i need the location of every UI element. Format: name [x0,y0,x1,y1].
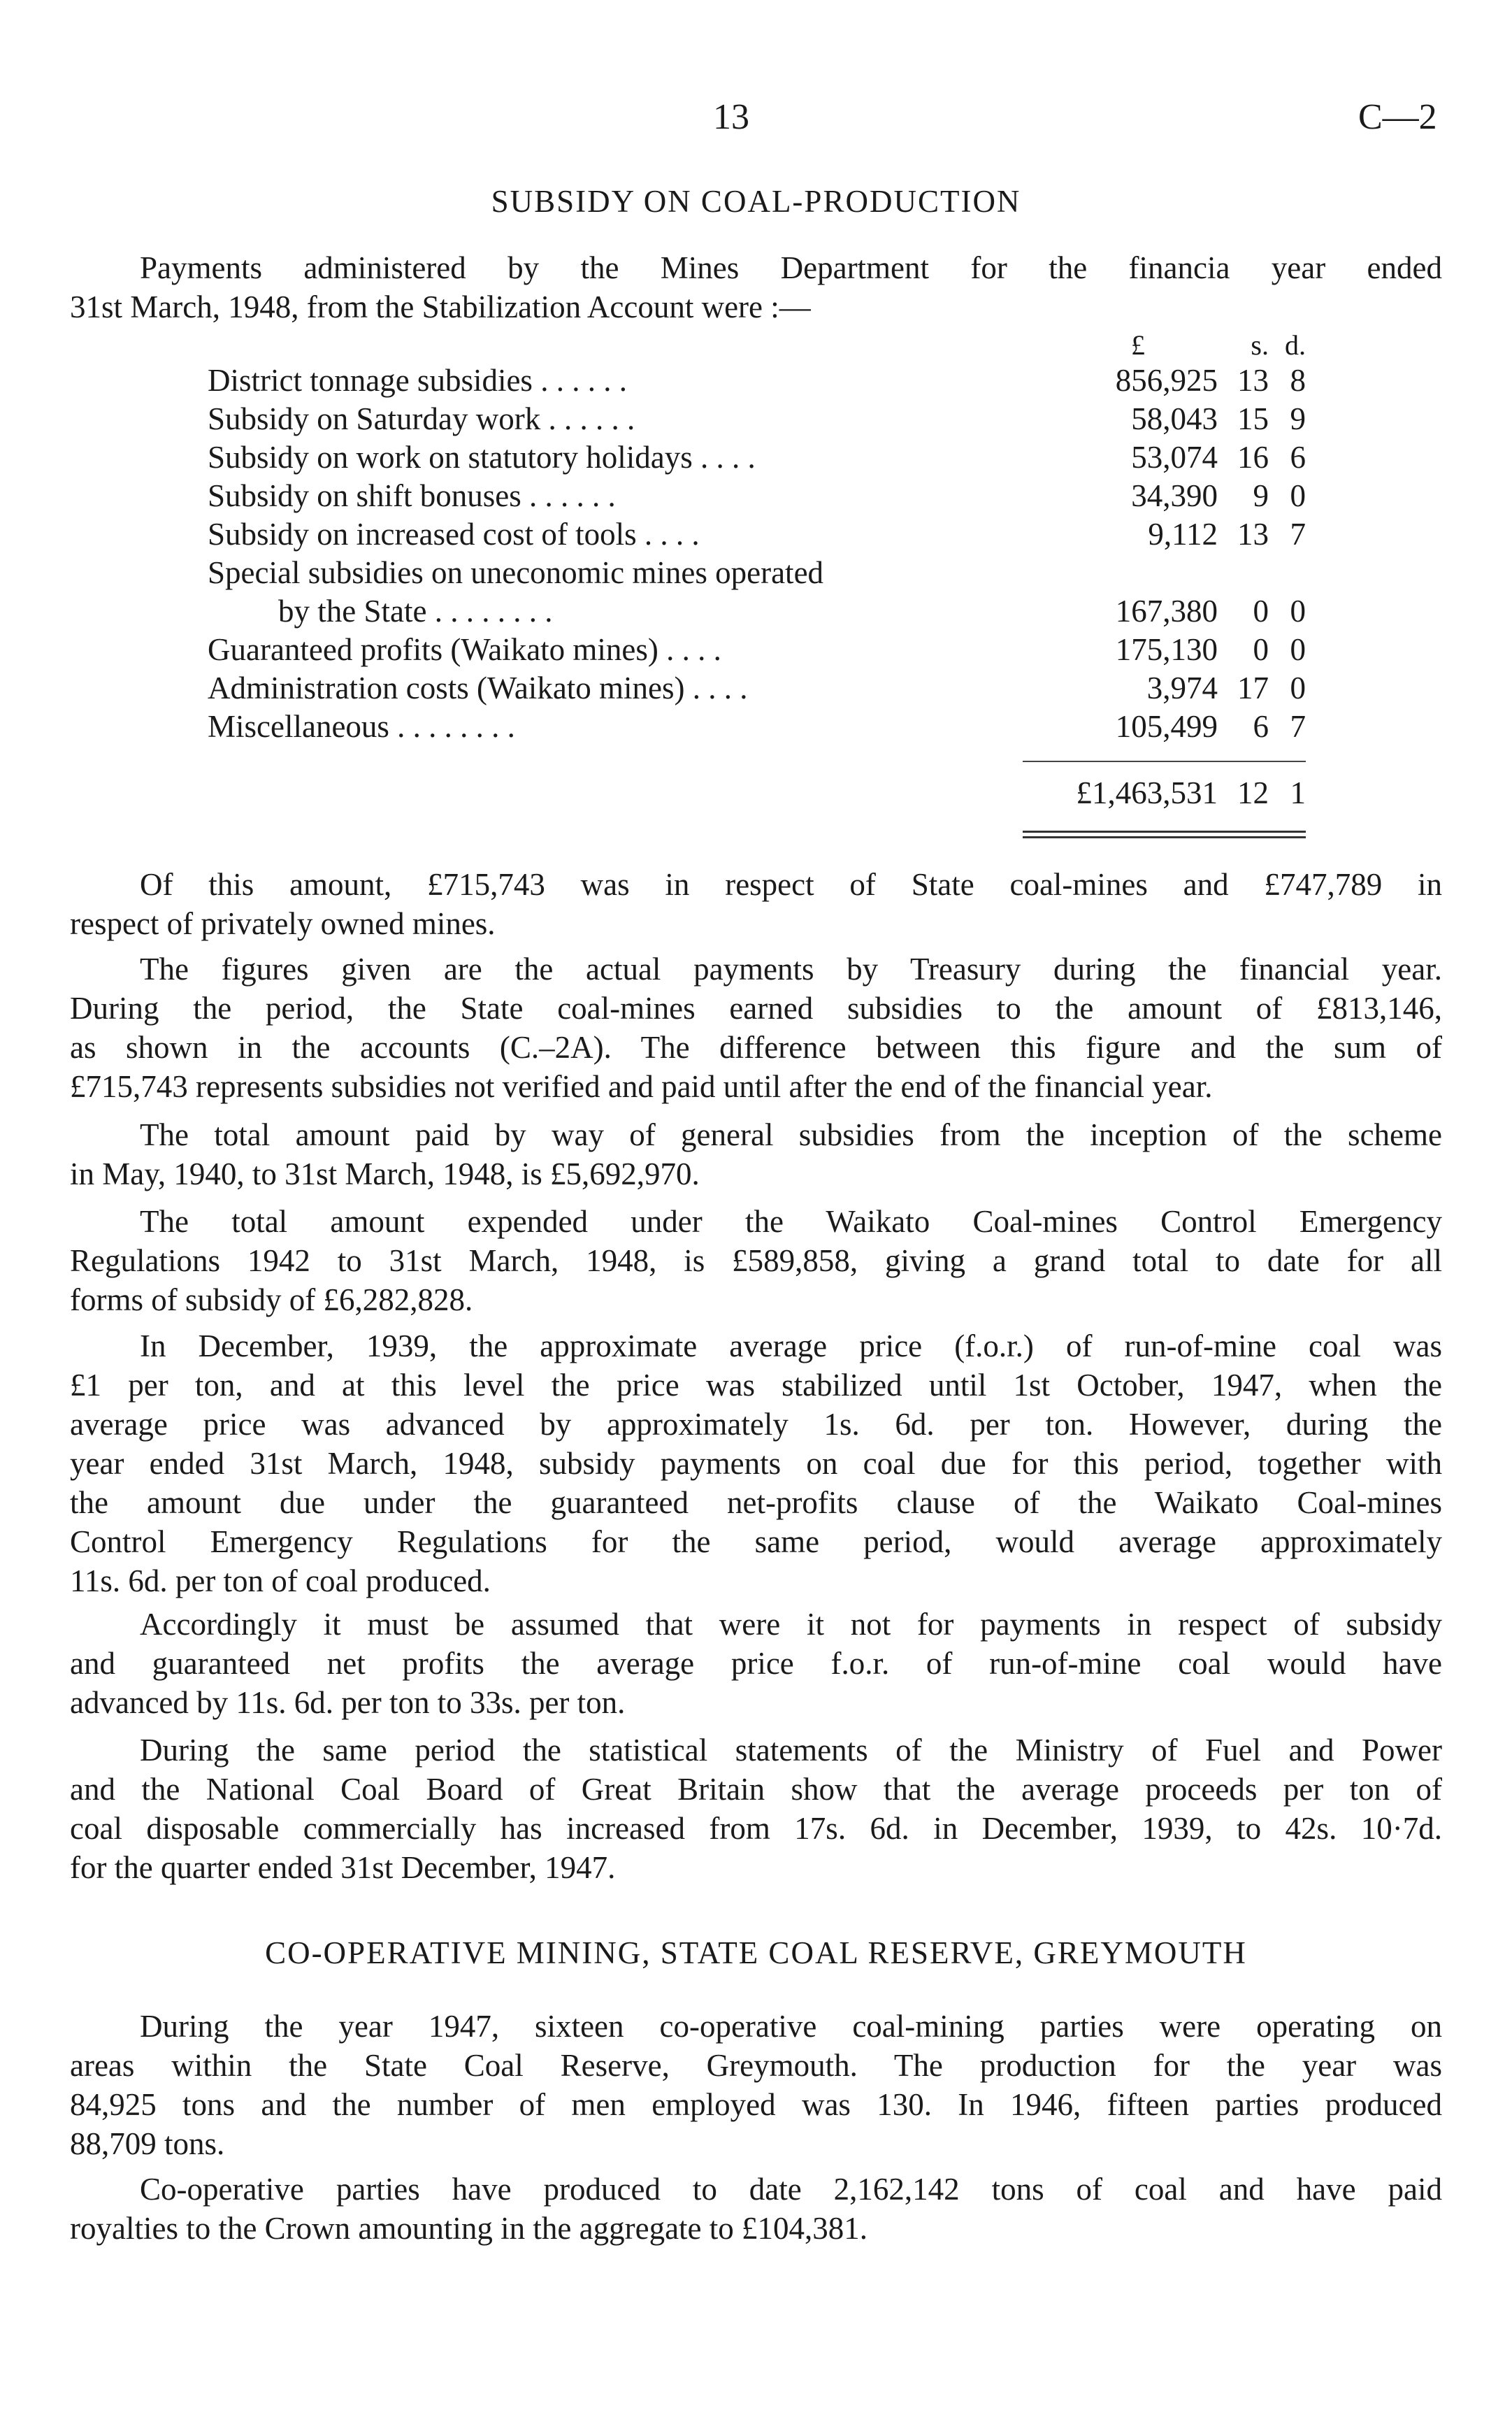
text-line: and guaranteed net profits the average price f.o.r. of run-of-mine coal would have [70,1646,1442,1681]
text-line: respect of privately owned mines. [70,906,496,941]
text-line: During the period, the State coal-mines earned subsidies to the amount of £813,146, [70,991,1442,1026]
row-shillings: 0 [1253,594,1269,629]
subsidy-heading: SUBSIDY ON COAL-PRODUCTION [491,184,1021,219]
total-pounds: £1,463,531 [1076,775,1218,810]
text-line: Payments administered by the Mines Department for the financia year ended [140,250,1442,285]
text-line: average price was advanced by approximately 1s. 6d. per ton. However, during the [70,1407,1442,1442]
row-label: Guaranteed profits (Waikato mines) . . . . [208,632,721,667]
row-pounds: 856,925 [1115,363,1218,398]
row-shillings: 17 [1237,671,1269,705]
text-line: areas within the State Coal Reserve, Greymouth. The production for the year was [70,2048,1442,2083]
row-label: District tonnage subsidies . . . . . . [208,363,627,398]
shillings-header: s. [1251,329,1269,361]
table-row [0,670,1512,709]
cooperative-heading: CO-OPERATIVE MINING, STATE COAL RESERVE, GREYMOUTH [265,1935,1247,1970]
pence-header: d. [1285,329,1306,361]
row-pence: 8 [1290,363,1306,398]
row-shillings: 16 [1237,440,1269,475]
table-row [0,439,1512,478]
row-shillings: 13 [1237,363,1269,398]
text-line: During the year 1947, sixteen co-operative coal-mining parties were operating on [140,2009,1442,2044]
row-label: Miscellaneous . . . . . . . . [208,709,515,744]
text-line: year ended 31st March, 1948, subsidy payments on coal due for this period, together with [70,1446,1442,1481]
table-row [0,478,1512,517]
double-rule [1023,836,1306,838]
text-line: £1 per ton, and at this level the price was stabilized until 1st October, 1947, when the [70,1368,1442,1403]
text-line: 88,709 tons. [70,2126,225,2161]
row-shillings: 9 [1253,478,1269,513]
row-label: Special subsidies on uneconomic mines operated [208,555,824,590]
paragraph [70,2007,1442,2163]
paragraph [70,1202,1442,1319]
pounds-header: £ [1131,329,1145,361]
row-shillings: 13 [1237,517,1269,552]
table-row [0,631,1512,671]
text-line: £715,743 represents subsidies not verified and paid until after the end of the financial year. [70,1069,1213,1104]
text-line: The total amount expended under the Waikato Coal-mines Control Emergency [140,1204,1442,1239]
text-line: as shown in the accounts (C.–2A). The difference between this figure and the sum of [70,1030,1442,1065]
row-label: Subsidy on shift bonuses . . . . . . [208,478,616,513]
row-pence: 7 [1290,709,1306,744]
text-line: and the National Coal Board of Great Britain show that the average proceeds per ton of [70,1772,1442,1807]
row-pence: 0 [1290,594,1306,629]
paragraph [70,865,1442,943]
row-pounds: 167,380 [1115,594,1218,629]
text-line: Of this amount, £715,743 was in respect of State coal-mines and £747,789 in [140,867,1442,902]
paragraph [70,1326,1442,1600]
text-line: Control Emergency Regulations for the same period, would average approximately [70,1524,1442,1559]
table-row [0,516,1512,555]
total-row [0,775,1512,814]
text-line: royalties to the Crown amounting in the aggregate to £104,381. [70,2211,868,2246]
row-pence: 0 [1290,478,1306,513]
paragraph [70,949,1442,1106]
text-line: Co-operative parties have produced to date 2,162,142 tons of coal and have paid [140,2172,1442,2207]
row-pence: 0 [1290,671,1306,705]
table-row [0,593,1512,632]
row-pence: 6 [1290,440,1306,475]
row-pounds: 53,074 [1131,440,1218,475]
row-shillings: 15 [1237,401,1269,436]
subsidy-intro [70,248,1442,327]
row-shillings: 6 [1253,709,1269,744]
text-line: Accordingly it must be assumed that were it not for payments in respect of subsidy [140,1607,1442,1642]
text-line: 31st March, 1948, from the Stabilization Account were :— [70,289,811,324]
total-pence: 1 [1290,775,1306,810]
total-shillings: 12 [1237,775,1269,810]
row-pounds: 9,112 [1148,517,1218,552]
text-line: coal disposable commercially has increased from 17s. 6d. in December, 1939, to 42s. 10·7d. [70,1811,1442,1846]
paragraph [70,1730,1442,1887]
text-line: The figures given are the actual payments by Treasury during the financial year. [140,952,1442,987]
row-shillings: 0 [1253,632,1269,667]
text-line: Regulations 1942 to 31st March, 1948, is £589,858, giving a grand total to date for all [70,1243,1442,1278]
text-line: the amount due under the guaranteed net-profits clause of the Waikato Coal-mines [70,1485,1442,1520]
text-line: 84,925 tons and the number of men employed was 130. In 1946, fifteen parties produced [70,2087,1442,2122]
text-line: forms of subsidy of £6,282,828. [70,1282,473,1317]
text-line: The total amount paid by way of general subsidies from the inception of the scheme [140,1117,1442,1152]
paragraph [70,1605,1442,1722]
row-pence: 0 [1290,632,1306,667]
table-row [0,401,1512,440]
text-line: 11s. 6d. per ton of coal produced. [70,1563,491,1598]
text-line: in May, 1940, to 31st March, 1948, is £5,692,970. [70,1156,700,1191]
text-line: In December, 1939, the approximate average price (f.o.r.) of run-of-mine coal was [140,1328,1442,1363]
text-line: for the quarter ended 31st December, 1947. [70,1850,616,1885]
row-pounds: 34,390 [1131,478,1218,513]
paragraph [70,2170,1442,2248]
row-pence: 9 [1290,401,1306,436]
page-number: 13 [713,97,749,137]
double-rule [1023,831,1306,833]
row-pounds: 175,130 [1115,632,1218,667]
row-label: Subsidy on increased cost of tools . . . . [208,517,700,552]
row-pounds: 3,974 [1146,671,1218,705]
row-pounds: 105,499 [1115,709,1218,744]
total-rule [1023,761,1306,762]
text-line: advanced by 11s. 6d. per ton to 33s. per ton. [70,1685,626,1720]
row-pence: 7 [1290,517,1306,552]
row-pounds: 58,043 [1131,401,1218,436]
row-label: Subsidy on Saturday work . . . . . . [208,401,635,436]
document-code: C—2 [1358,97,1437,137]
row-label: by the State . . . . . . . . [278,594,553,629]
text-line: During the same period the statistical statements of the Ministry of Fuel and Power [140,1733,1442,1768]
row-label: Subsidy on work on statutory holidays . . . . [208,440,756,475]
row-label: Administration costs (Waikato mines) . . . . [208,671,748,705]
table-row [0,708,1512,747]
table-row [0,554,1512,594]
table-row [0,362,1512,401]
paragraph [70,1115,1442,1194]
